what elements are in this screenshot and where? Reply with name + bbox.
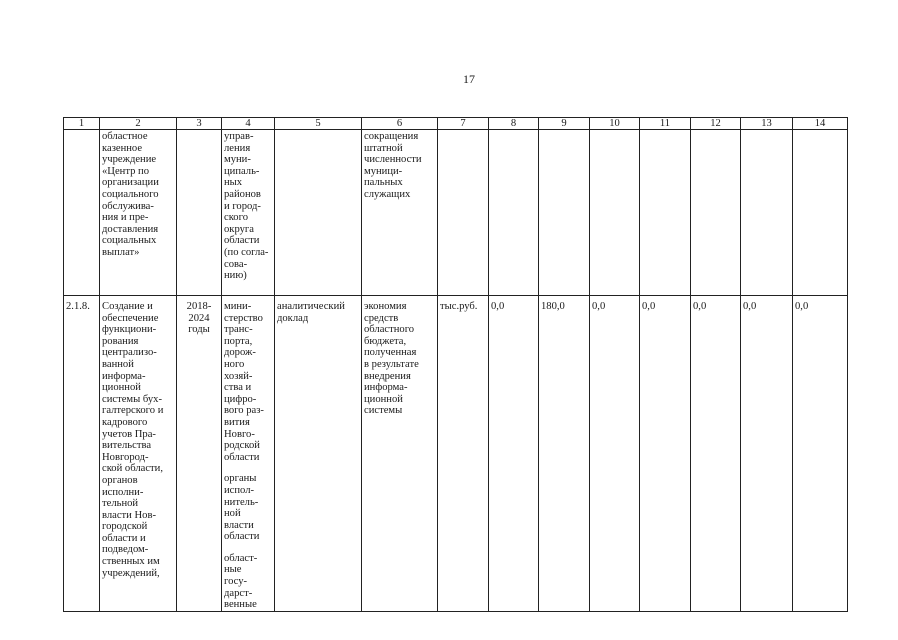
- header-cell: 10: [590, 118, 640, 130]
- table-cell-value: [489, 130, 539, 296]
- header-cell: 8: [489, 118, 539, 130]
- header-cell: 3: [177, 118, 222, 130]
- table-cell-value: 0,0: [691, 296, 741, 612]
- executor-ministry: мини- стерство транс- порта, дорож- ного хозяй- ства и цифро- вого раз- вития Новго- родской области: [224, 301, 264, 463]
- table-cell-value: [691, 130, 741, 296]
- header-cell: 7: [438, 118, 489, 130]
- document-table: [63, 117, 848, 612]
- table-cell-value: [793, 130, 848, 296]
- header-cell: 9: [539, 118, 590, 130]
- header-cell: 12: [691, 118, 741, 130]
- table-cell-result: экономия средств областного бюджета, полученная в результате внедрения информа- ционной системы: [362, 296, 438, 612]
- table-cell-unit: тыс.руб.: [438, 296, 489, 612]
- executor-bodies: органы испол- нитель- ной власти области: [224, 473, 260, 543]
- executor-institutions: област- ные госу- дарст- венные: [224, 552, 258, 611]
- header-cell: 13: [741, 118, 793, 130]
- header-cell: 2: [100, 118, 177, 130]
- header-cell: 5: [275, 118, 362, 130]
- table-row: [64, 296, 848, 612]
- table-cell-value: 0,0: [489, 296, 539, 612]
- table-cell-name: Создание и обеспечение функциони- рования централизо- ванной информа- ционной системы бух- галтерского и кадрового учетов Пра- вительства Новгород- ской области, органов исполни- тельной власти Нов- городской области и подведом- ственных им учреждений,: [100, 296, 177, 612]
- table-cell-value: 0,0: [590, 296, 640, 612]
- table-row: [64, 130, 848, 296]
- table-cell-executor: [222, 296, 275, 612]
- header-cell: 4: [222, 118, 275, 130]
- table-cell-name: областное казенное учреждение «Центр по организации социального обслужива- ния и пре- доставления социальных выплат»: [100, 130, 177, 296]
- table-cell-result: сокращения штатной численности муници- пальных служащих: [362, 130, 438, 296]
- table-cell-value: 0,0: [793, 296, 848, 612]
- table-cell-value: 0,0: [741, 296, 793, 612]
- header-cell: 11: [640, 118, 691, 130]
- header-cell: 1: [64, 118, 100, 130]
- table-cell-report: [275, 130, 362, 296]
- table-cell-value: [640, 130, 691, 296]
- table-cell-value: [590, 130, 640, 296]
- table-cell-value: [741, 130, 793, 296]
- table-cell-period: [177, 130, 222, 296]
- table-cell-value: 0,0: [640, 296, 691, 612]
- header-cell: 14: [793, 118, 848, 130]
- table-cell-executor: управ- ления муни- ципаль- ных районов и город- ского округа области (по согла- сова- нию): [222, 130, 275, 296]
- table-cell-value: 180,0: [539, 296, 590, 612]
- table-header-row: [64, 118, 848, 130]
- table-cell-number: 2.1.8.: [64, 296, 100, 612]
- table-cell-value: [539, 130, 590, 296]
- page-number: 17: [463, 72, 475, 86]
- table-cell-unit: [438, 130, 489, 296]
- table-cell-number: [64, 130, 100, 296]
- table-cell-report: аналитический доклад: [275, 296, 362, 612]
- header-cell: 6: [362, 118, 438, 130]
- table-cell-period: 2018- 2024 годы: [177, 296, 222, 612]
